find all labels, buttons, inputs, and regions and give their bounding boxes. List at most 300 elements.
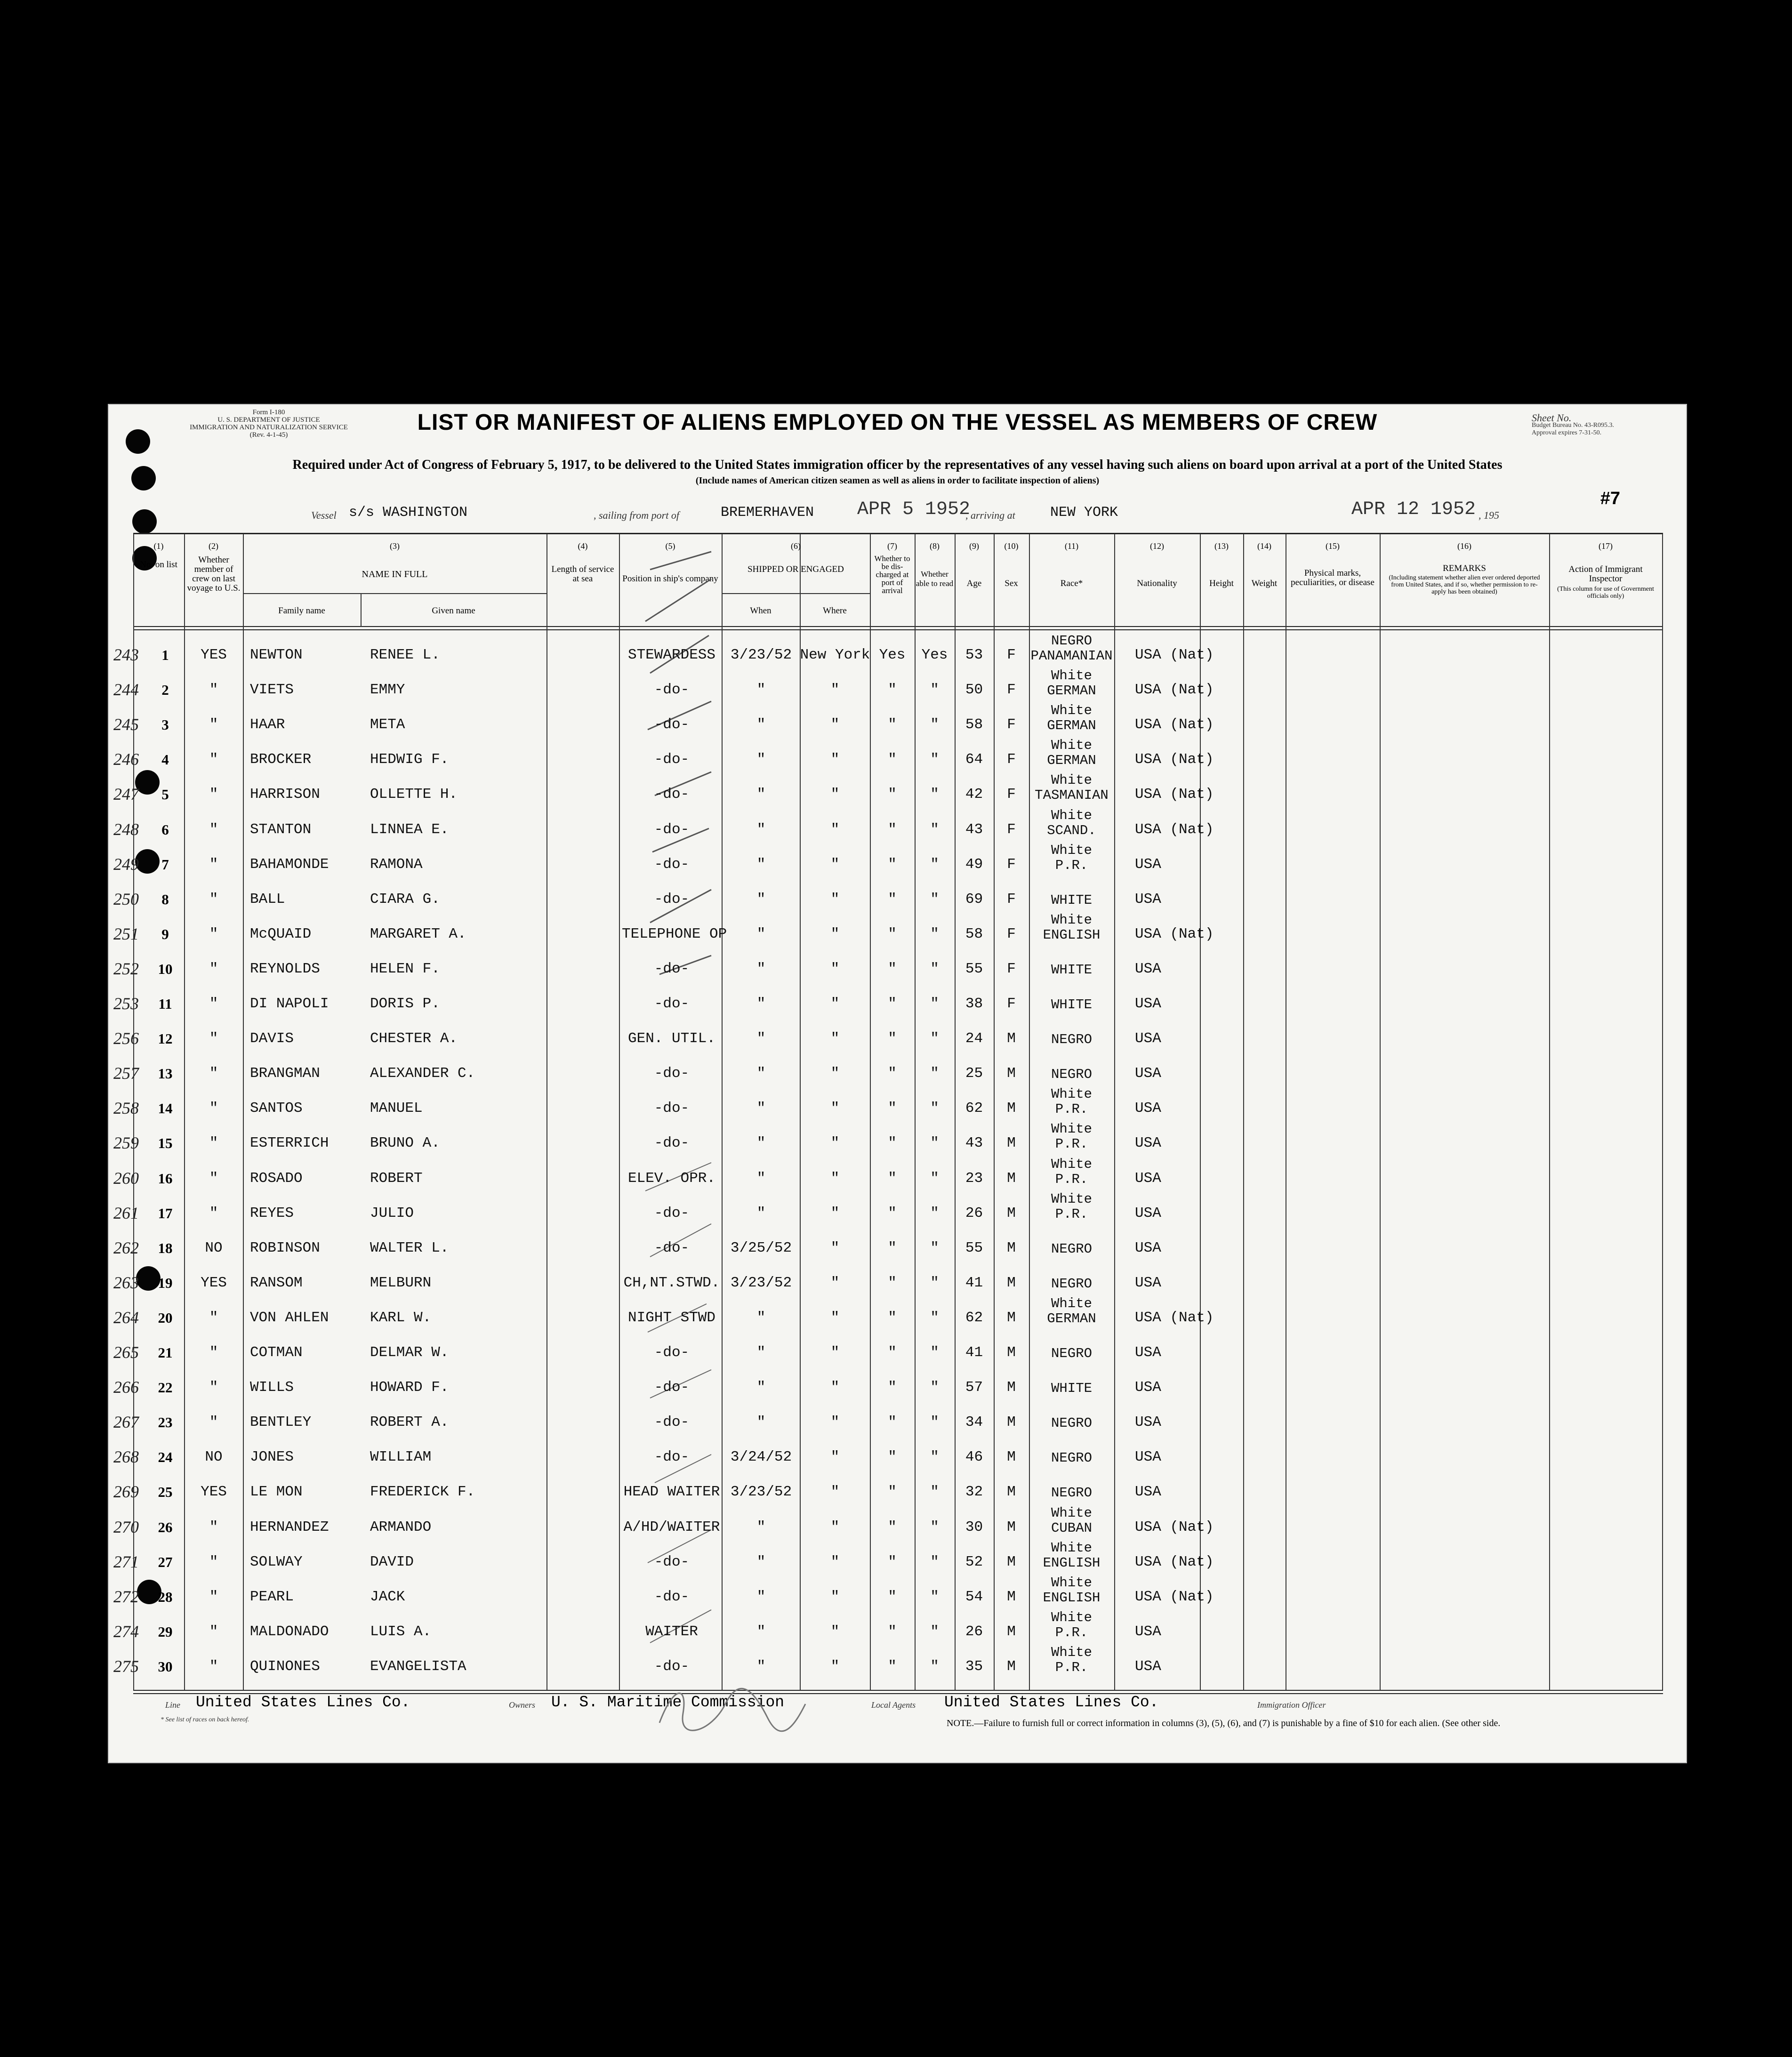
cell-read: " — [930, 1449, 939, 1466]
subtitle: Required under Act of Congress of February 5, 1917, to be delivered to the United States immigration officer by the representatives of any vessel having such aliens on board upon arrival at a port of the United States — [292, 458, 1503, 472]
col-head-remarks-detail: (Including statement whether alien ever ordered deported from United States, and if so, whether permission to re-apply has been obtained) — [1389, 574, 1540, 595]
cell-when: " — [756, 682, 766, 699]
cell-when: " — [756, 1309, 766, 1326]
cell-sex: F — [1007, 751, 1016, 768]
cell-no: 14 — [158, 1100, 173, 1117]
cell-no: 29 — [158, 1623, 173, 1640]
cell-position: -do- — [654, 751, 690, 768]
cell-disch: " — [888, 1623, 897, 1640]
cell-no: 15 — [158, 1135, 173, 1152]
table-row — [109, 1540, 1686, 1578]
cell-where: " — [830, 1449, 840, 1466]
cell-prev: " — [209, 925, 218, 942]
col-head-action-detail: (This column for use of Government officials only) — [1557, 586, 1654, 600]
cell-nat: USA (Nat) — [1135, 1309, 1214, 1326]
arrival-port: NEW YORK — [1050, 505, 1118, 521]
cell-race-line1: White — [1051, 912, 1092, 928]
cell-race-line2: P.R. — [1055, 1659, 1088, 1675]
col-head-no: No. on list — [140, 560, 177, 570]
approval-expiry: Approval expires 7-31-50. — [1532, 429, 1602, 436]
cell-given: LINNEA E. — [370, 821, 449, 838]
cell-sex: M — [1007, 1135, 1016, 1152]
cell-nat: USA (Nat) — [1135, 821, 1214, 838]
cell-prev: " — [209, 821, 218, 838]
cell-where: " — [830, 1588, 840, 1605]
cell-when: 3/23/52 — [730, 647, 792, 663]
cell-family: HARRISON — [250, 786, 320, 803]
cell-when: " — [756, 925, 766, 942]
cell-disch: Yes — [879, 647, 906, 663]
cell-read: " — [930, 1658, 939, 1675]
cell-read: " — [930, 1344, 939, 1361]
cell-where: " — [830, 1100, 840, 1117]
cell-read: " — [930, 1379, 939, 1396]
cell-when: " — [756, 856, 766, 873]
cell-family: QUINONES — [250, 1658, 320, 1675]
col-head-where: Where — [823, 606, 847, 616]
cell-age: 55 — [965, 1239, 983, 1256]
cell-race-line2: GERMAN — [1047, 683, 1096, 699]
table-row — [109, 950, 1686, 985]
cell-family: BALL — [250, 891, 285, 908]
cell-disch: " — [888, 1414, 897, 1431]
cell-no: 25 — [158, 1484, 173, 1501]
sailing-port: BREMERHAVEN — [721, 505, 814, 521]
cell-given: RAMONA — [370, 856, 423, 873]
cell-position: -do- — [654, 1100, 690, 1117]
cell-given: DAVID — [370, 1553, 414, 1570]
handwritten-list-number: 243 — [113, 645, 139, 664]
cell-when: " — [756, 1623, 766, 1640]
cell-position: WAITER — [645, 1623, 698, 1640]
handwritten-list-number: 249 — [113, 854, 139, 874]
cell-where: " — [830, 925, 840, 942]
cell-age: 64 — [965, 751, 983, 768]
cell-nat: USA — [1135, 1344, 1161, 1361]
cell-race-line1: White — [1051, 1575, 1092, 1591]
col-num-2: (2) — [209, 541, 218, 551]
cell-sex: M — [1007, 1239, 1016, 1256]
cell-read: " — [930, 1553, 939, 1570]
cell-given: OLLETTE H. — [370, 786, 458, 803]
cell-given: ARMANDO — [370, 1519, 432, 1535]
col-num-11: (11) — [1064, 541, 1079, 551]
cell-sex: M — [1007, 1030, 1016, 1047]
cell-nat: USA — [1135, 1030, 1161, 1047]
table-row — [109, 1264, 1686, 1299]
cell-position: -do- — [654, 1239, 690, 1256]
cell-given: HEDWIG F. — [370, 751, 449, 768]
cell-family: PEARL — [250, 1588, 294, 1605]
cell-given: WILLIAM — [370, 1449, 432, 1466]
col-num-10: (10) — [1004, 541, 1019, 551]
table-row — [109, 668, 1686, 706]
cell-position: CH,NT.STWD. — [623, 1274, 720, 1291]
cell-sex: M — [1007, 1170, 1016, 1187]
manifest-sheet — [108, 404, 1687, 1763]
cell-where: " — [830, 1170, 840, 1187]
cell-sex: F — [1007, 786, 1016, 803]
cell-no: 3 — [161, 716, 169, 733]
cell-race-line2: P.R. — [1055, 1206, 1088, 1222]
cell-nat: USA — [1135, 1484, 1161, 1501]
agents-label: Local Agents — [871, 1700, 916, 1710]
col-head-sex: Sex — [1004, 579, 1018, 588]
cell-race-line2: ENGLISH — [1043, 1590, 1101, 1606]
cell-family: BROCKER — [250, 751, 312, 768]
cell-where: " — [830, 716, 840, 733]
handwritten-list-number: 266 — [113, 1378, 139, 1397]
cell-when: " — [756, 751, 766, 768]
cell-no: 26 — [158, 1519, 173, 1535]
cell-read: " — [930, 1414, 939, 1431]
col-num-12: (12) — [1150, 541, 1164, 551]
cell-when: 3/25/52 — [730, 1239, 792, 1256]
cell-where: " — [830, 821, 840, 838]
cell-race-line1: White — [1051, 1540, 1092, 1556]
cell-no: 21 — [158, 1344, 173, 1361]
cell-sex: M — [1007, 1344, 1016, 1361]
cell-nat: USA — [1135, 1100, 1161, 1117]
handwritten-list-number: 274 — [113, 1622, 139, 1641]
col-num-16: (16) — [1457, 541, 1471, 551]
cell-when: " — [756, 1205, 766, 1221]
cell-given: FREDERICK F. — [370, 1484, 475, 1501]
cell-disch: " — [888, 1135, 897, 1152]
cell-read: " — [930, 1588, 939, 1605]
cell-disch: " — [888, 1484, 897, 1501]
cell-prev: YES — [201, 647, 227, 663]
cell-nat: USA (Nat) — [1135, 786, 1214, 803]
cell-when: " — [756, 1065, 766, 1082]
cell-position: -do- — [654, 1379, 690, 1396]
penalty-note: NOTE.—Failure to furnish full or correct information in columns (3), (5), (6), and (7) is punishable by a fine of $10 for each alien. (See other side. — [947, 1718, 1501, 1728]
cell-race-line2: WHITE — [1051, 892, 1092, 908]
cell-race-line2: GERMAN — [1047, 718, 1096, 734]
cell-given: META — [370, 716, 405, 733]
cell-given: MELBURN — [370, 1274, 432, 1291]
col-num-6: (6) — [791, 541, 801, 551]
cell-prev: YES — [201, 1484, 227, 1501]
table-row — [109, 1156, 1686, 1194]
cell-prev: " — [209, 751, 218, 768]
col-head-service: Length of service at sea — [551, 564, 614, 584]
cell-no: 22 — [158, 1379, 173, 1396]
cell-race-line2: SCAND. — [1047, 822, 1096, 838]
cell-race-line2: TASMANIAN — [1035, 787, 1109, 804]
cell-disch: " — [888, 856, 897, 873]
handwritten-list-number: 261 — [113, 1203, 139, 1222]
cell-read: " — [930, 1205, 939, 1221]
handwritten-list-number: 252 — [113, 959, 139, 978]
cell-when: " — [756, 1135, 766, 1152]
cell-family: HERNANDEZ — [250, 1519, 329, 1535]
cell-read: Yes — [921, 647, 948, 663]
cell-sex: M — [1007, 1553, 1016, 1570]
cell-family: DAVIS — [250, 1030, 294, 1047]
cell-given: DORIS P. — [370, 996, 440, 1012]
cell-position: GEN. UTIL. — [627, 1030, 716, 1047]
cell-read: " — [930, 1239, 939, 1256]
cell-prev: " — [209, 1553, 218, 1570]
cell-disch: " — [888, 1658, 897, 1675]
table-row — [109, 738, 1686, 775]
cell-position: -do- — [654, 682, 690, 699]
cell-nat: USA — [1135, 1170, 1161, 1187]
cell-given: MANUEL — [370, 1100, 423, 1117]
cell-age: 46 — [965, 1449, 983, 1466]
cell-position: NIGHT STWD — [627, 1309, 716, 1326]
cell-disch: " — [888, 1379, 897, 1396]
cell-where: " — [830, 891, 840, 908]
cell-nat: USA — [1135, 1379, 1161, 1396]
cell-no: 9 — [161, 925, 169, 942]
cell-prev: " — [209, 1414, 218, 1431]
cell-where: " — [830, 1274, 840, 1291]
cell-family: McQUAID — [250, 925, 312, 942]
cell-no: 20 — [158, 1309, 173, 1326]
cell-where: " — [830, 1658, 840, 1675]
cell-disch: " — [888, 1553, 897, 1570]
col-num-14: (14) — [1257, 541, 1271, 551]
table-row — [109, 1609, 1686, 1647]
cell-nat: USA (Nat) — [1135, 1588, 1214, 1605]
page-title: LIST OR MANIFEST OF ALIENS EMPLOYED ON THE VESSEL AS MEMBERS OF CREW — [417, 410, 1378, 435]
cell-race-line2: NEGRO — [1051, 1241, 1092, 1257]
cell-family: VON AHLEN — [250, 1309, 329, 1326]
table-row — [109, 1473, 1686, 1508]
col-head-given: Given name — [432, 606, 475, 616]
cell-read: " — [930, 1170, 939, 1187]
cell-where: " — [830, 682, 840, 699]
cell-family: RANSOM — [250, 1274, 303, 1291]
cell-prev: " — [209, 1170, 218, 1187]
cell-given: ROBERT A. — [370, 1414, 449, 1431]
cell-prev: " — [209, 1658, 218, 1675]
cell-race-line2: PANAMANIAN — [1030, 648, 1113, 664]
cell-position: -do- — [654, 1414, 690, 1431]
cell-given: RENEE L. — [370, 647, 440, 663]
cell-position: -do- — [654, 1065, 690, 1082]
cell-family: JONES — [250, 1449, 294, 1466]
table-row — [109, 633, 1686, 671]
cell-nat: USA — [1135, 1449, 1161, 1466]
cell-where: " — [830, 1623, 840, 1640]
department-name: U. S. DEPARTMENT OF JUSTICE — [217, 416, 320, 424]
cell-when: 3/23/52 — [730, 1484, 792, 1501]
form-revision: (Rev. 4-1-45) — [249, 431, 288, 439]
cell-sex: M — [1007, 1588, 1016, 1605]
col-num-15: (15) — [1326, 541, 1340, 551]
cell-disch: " — [888, 960, 897, 977]
cell-race-line2: NEGRO — [1051, 1276, 1092, 1292]
cell-race-line2: ENGLISH — [1043, 1555, 1101, 1571]
header-bottom-rule — [133, 626, 1663, 630]
cell-position: -do- — [654, 996, 690, 1012]
cell-where: " — [830, 751, 840, 768]
cell-prev: " — [209, 996, 218, 1012]
cell-sex: F — [1007, 960, 1016, 977]
cell-race-line1: White — [1051, 1086, 1092, 1102]
cell-race-line2: NEGRO — [1051, 1032, 1092, 1048]
cell-given: HOWARD F. — [370, 1379, 449, 1396]
cell-age: 35 — [965, 1658, 983, 1675]
cell-race-line1: White — [1051, 703, 1092, 719]
cell-where: New York — [800, 647, 870, 663]
cell-sex: M — [1007, 1658, 1016, 1675]
cell-age: 62 — [965, 1309, 983, 1326]
cell-sex: F — [1007, 856, 1016, 873]
handwritten-list-number: 257 — [113, 1064, 139, 1083]
cell-given: HELEN F. — [370, 960, 440, 977]
cell-disch: " — [888, 891, 897, 908]
officer-label: Immigration Officer — [1257, 1700, 1326, 1710]
cell-race-line1: NEGRO — [1051, 633, 1092, 649]
cell-age: 41 — [965, 1274, 983, 1291]
cell-read: " — [930, 856, 939, 873]
cell-race-line1: White — [1051, 1644, 1092, 1660]
handwritten-list-number: 268 — [113, 1447, 139, 1467]
owners-value: U. S. Maritime Commission — [551, 1694, 785, 1711]
sheet-number: #7 — [1600, 489, 1620, 508]
cell-family: ROSADO — [250, 1170, 303, 1187]
races-note: * See list of races on back hereof. — [161, 1716, 249, 1723]
cell-where: " — [830, 1309, 840, 1326]
cell-age: 49 — [965, 856, 983, 873]
cell-family: HAAR — [250, 716, 285, 733]
table-row — [109, 1295, 1686, 1334]
cell-when: " — [756, 1414, 766, 1431]
cell-prev: " — [209, 1623, 218, 1640]
cell-position: -do- — [654, 821, 690, 838]
cell-nat: USA — [1135, 1658, 1161, 1675]
col-head-prev: Whether member of crew on last voyage to U.S. — [187, 555, 241, 593]
cell-where: " — [830, 1205, 840, 1221]
cell-prev: " — [209, 856, 218, 873]
cell-disch: " — [888, 682, 897, 699]
cell-nat: USA (Nat) — [1135, 1553, 1214, 1570]
cell-where: " — [830, 996, 840, 1012]
cell-where: " — [830, 1030, 840, 1047]
cell-disch: " — [888, 1205, 897, 1221]
cell-given: ALEXANDER C. — [370, 1065, 475, 1082]
table-row — [109, 1334, 1686, 1368]
cell-given: CIARA G. — [370, 891, 440, 908]
cell-disch: " — [888, 925, 897, 942]
col-num-3: (3) — [390, 541, 400, 551]
cell-position: -do- — [654, 786, 690, 803]
cell-family: MALDONADO — [250, 1623, 329, 1640]
cell-where: " — [830, 1379, 840, 1396]
table-row — [109, 703, 1686, 740]
cell-nat: USA — [1135, 1065, 1161, 1082]
cell-prev: " — [209, 1379, 218, 1396]
table-row — [109, 842, 1686, 880]
cell-given: DELMAR W. — [370, 1344, 449, 1361]
cell-family: SANTOS — [250, 1100, 303, 1117]
table-row — [109, 1086, 1686, 1124]
cell-read: " — [930, 1484, 939, 1501]
cell-disch: " — [888, 1239, 897, 1256]
cell-when: " — [756, 1519, 766, 1535]
cell-read: " — [930, 1135, 939, 1152]
cell-when: " — [756, 1553, 766, 1570]
cell-race-line1: White — [1051, 1156, 1092, 1172]
cell-position: A/HD/WAITER — [623, 1519, 720, 1535]
cell-nat: USA — [1135, 1135, 1161, 1152]
cell-prev: " — [209, 682, 218, 699]
cell-nat: USA — [1135, 1274, 1161, 1291]
table-row — [109, 807, 1686, 845]
cell-where: " — [830, 1414, 840, 1431]
cell-read: " — [930, 821, 939, 838]
vessel-name: s/s WASHINGTON — [349, 505, 468, 521]
cell-read: " — [930, 1065, 939, 1082]
handwritten-list-number: 258 — [113, 1099, 139, 1118]
cell-race-line1: White — [1051, 738, 1092, 754]
cell-prev: " — [209, 1588, 218, 1605]
cell-prev: " — [209, 1205, 218, 1221]
table-row — [109, 1369, 1686, 1403]
cell-nat: USA (Nat) — [1135, 1519, 1214, 1535]
cell-sex: F — [1007, 647, 1016, 663]
service-name: IMMIGRATION AND NATURALIZATION SERVICE — [190, 424, 348, 431]
cell-no: 6 — [161, 821, 169, 838]
handwritten-list-number: 267 — [113, 1413, 139, 1432]
cell-age: 24 — [965, 1030, 983, 1047]
arriving-label: , arriving at — [965, 509, 1015, 521]
sailing-date-stamp: APR 5 1952 — [857, 499, 971, 520]
handwritten-list-number: 248 — [113, 820, 139, 839]
cell-no: 24 — [158, 1449, 173, 1466]
handwritten-list-number: 259 — [113, 1133, 139, 1153]
cell-family: SOLWAY — [250, 1553, 303, 1570]
year-suffix: , 195 — [1479, 509, 1499, 521]
table-row — [109, 881, 1686, 915]
cell-age: 25 — [965, 1065, 983, 1082]
cell-where: " — [830, 1239, 840, 1256]
cell-no: 30 — [158, 1658, 173, 1675]
cell-when: " — [756, 1658, 766, 1675]
cell-position: -do- — [654, 891, 690, 908]
arrival-date-stamp: APR 12 1952 — [1351, 499, 1476, 520]
cell-race-line1: White — [1051, 1191, 1092, 1207]
sheet-label: Sheet No. — [1532, 412, 1572, 424]
cell-prev: " — [209, 1100, 218, 1117]
col-num-13: (13) — [1214, 541, 1229, 551]
cell-race-line1: White — [1051, 1609, 1092, 1625]
col-head-age: Age — [966, 579, 982, 588]
cell-age: 41 — [965, 1344, 983, 1361]
cell-race-line2: ENGLISH — [1043, 927, 1101, 943]
cell-when: " — [756, 891, 766, 908]
cell-age: 57 — [965, 1379, 983, 1396]
cell-nat: USA (Nat) — [1135, 682, 1214, 699]
cell-age: 55 — [965, 960, 983, 977]
cell-read: " — [930, 996, 939, 1012]
table-row — [109, 1575, 1686, 1613]
table-row — [109, 1191, 1686, 1229]
cell-disch: " — [888, 751, 897, 768]
table-row — [109, 1505, 1686, 1543]
handwritten-list-number: 263 — [113, 1273, 139, 1292]
cell-age: 50 — [965, 682, 983, 699]
cell-sex: M — [1007, 1484, 1016, 1501]
cell-prev: " — [209, 891, 218, 908]
col-num-8: (8) — [930, 541, 940, 551]
cell-where: " — [830, 960, 840, 977]
cell-family: REYNOLDS — [250, 960, 320, 977]
